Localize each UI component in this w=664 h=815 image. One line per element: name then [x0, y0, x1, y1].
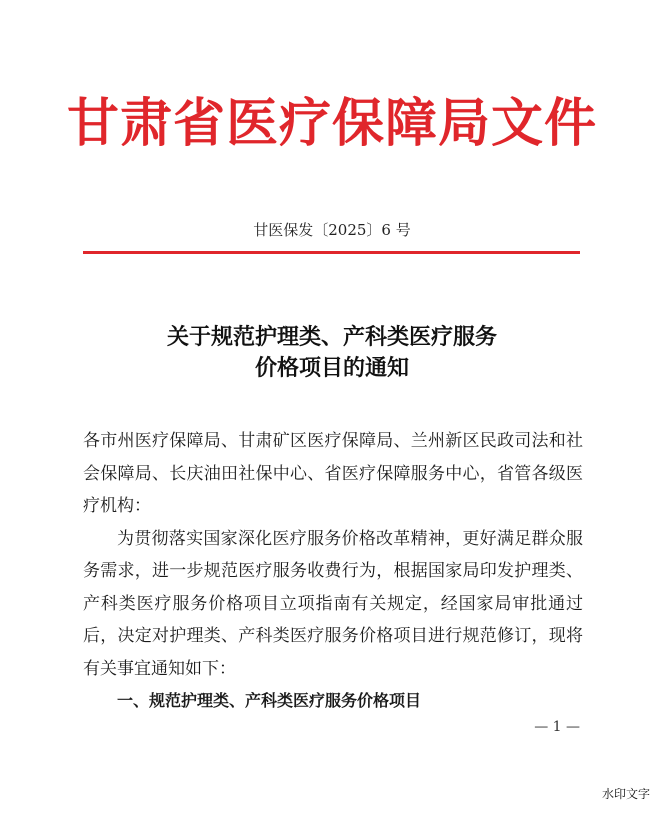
notice-title-line-2: 价格项目的通知: [254, 355, 409, 381]
addressees-paragraph: 各市州医疗保障局、甘肃矿区医疗保障局、兰州新区民政司法和社会保障局、长庆油田社保中心、省医疗保障服务中心，省管各级医疗机构：: [83, 431, 583, 516]
document-header-title: 甘肃省医疗保障局文件: [66, 93, 597, 154]
document-body: [83, 425, 583, 718]
page-number: — 1 —: [534, 719, 580, 735]
document-number: 甘医保发〔2025〕6 号: [253, 221, 411, 239]
intro-paragraph: 为贯彻落实国家深化医疗服务价格改革精神，更好满足群众服务需求，进一步规范医疗服务收费行为，根据国家局印发护理类、产科类医疗服务价格项目立项指南有关规定，经国家局审批通过后，决定对护理类、产科类医疗服务价格项目进行规范修订，现将有关事宜通知如下：: [83, 528, 583, 679]
notice-title-line-1: 关于规范护理类、产科类医疗服务: [166, 324, 497, 350]
notice-title: [0, 322, 664, 384]
section-1-heading: 一、规范护理类、产科类医疗服务价格项目: [117, 691, 422, 710]
red-divider-line: [83, 251, 580, 254]
watermark-text: 水印文字: [601, 787, 650, 801]
